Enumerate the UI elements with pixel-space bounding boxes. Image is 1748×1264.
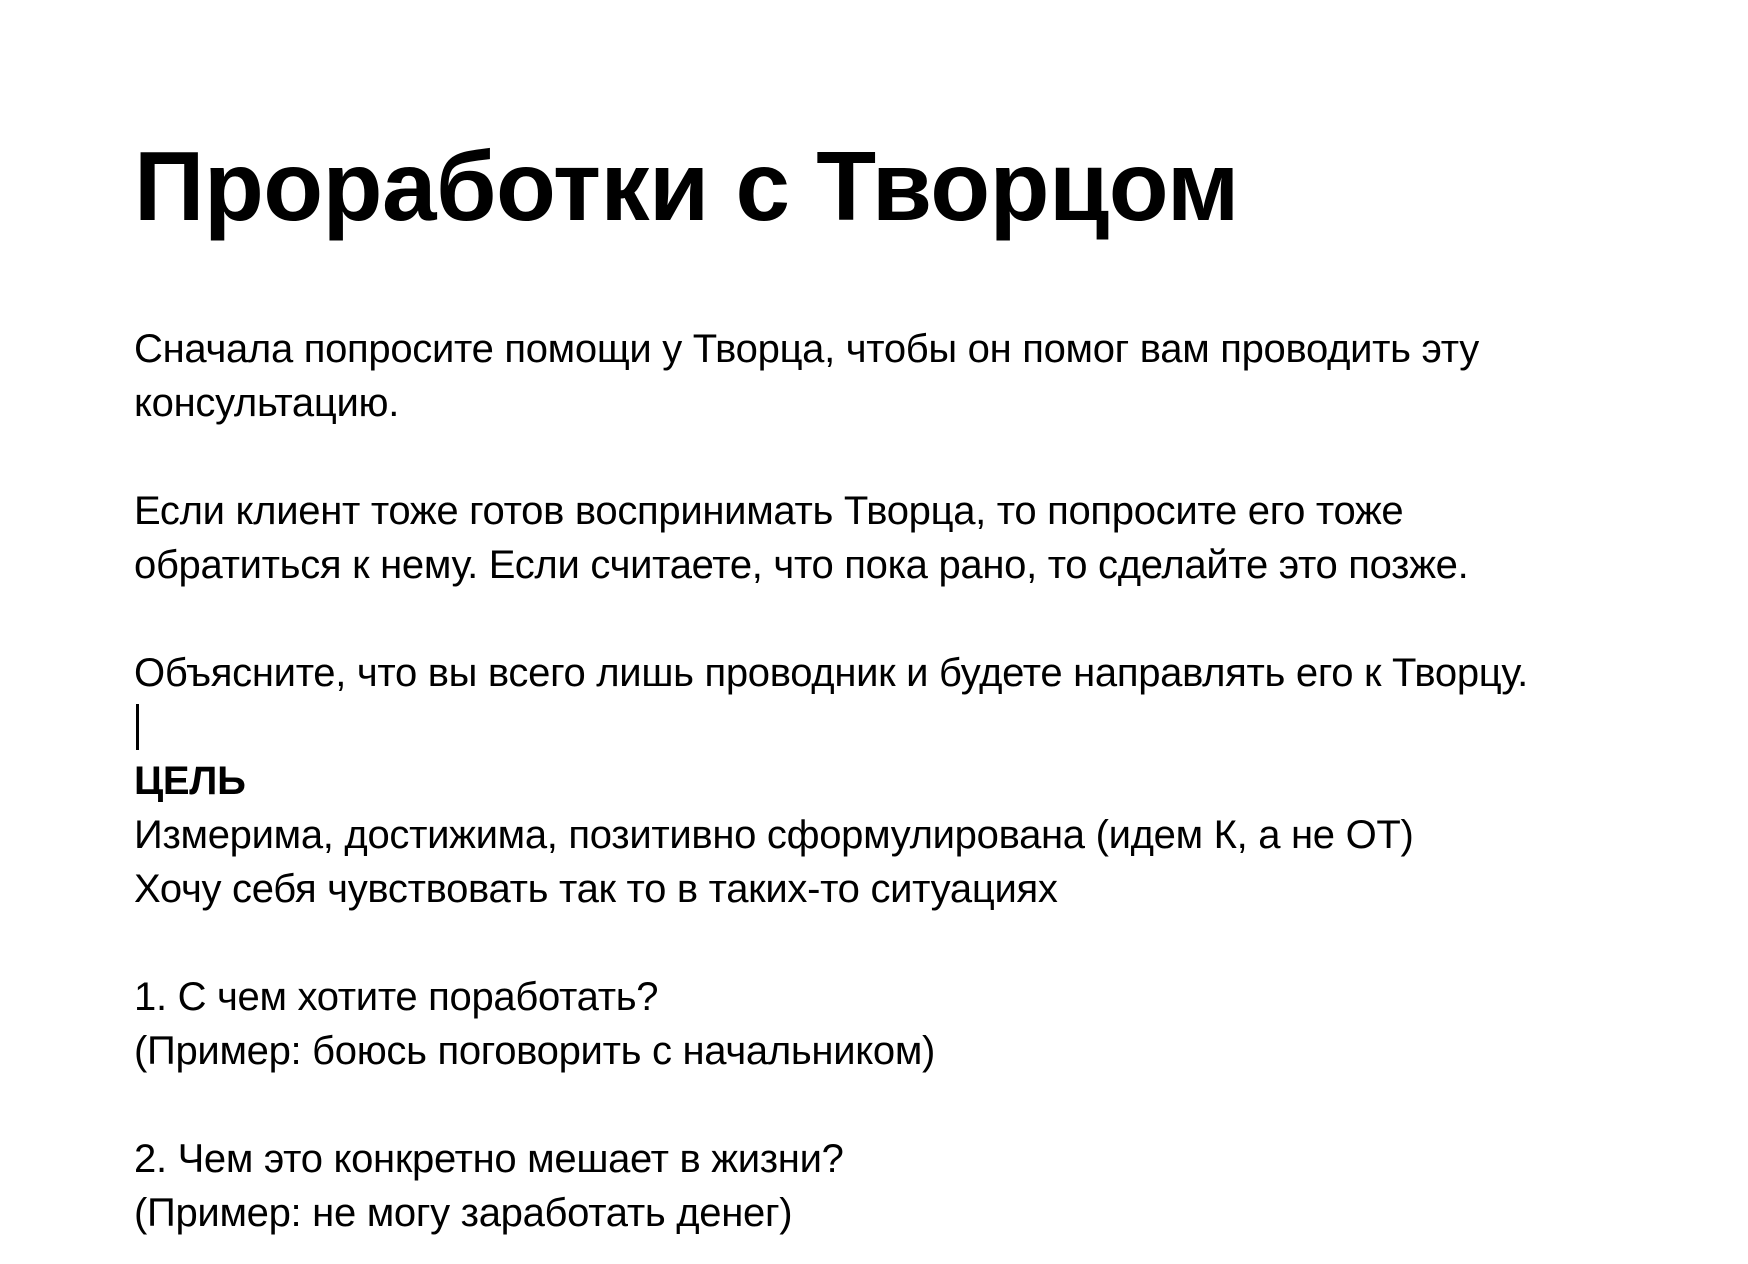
paragraph-spacer [134,916,1724,970]
question-text: 1. С чем хотите поработать? [134,975,659,1019]
question-2 [134,1132,1724,1240]
question-example: (Пример: боюсь поговорить с начальником) [134,1029,936,1073]
paragraph-spacer [134,592,1724,646]
goal-section [134,754,1724,916]
goal-line: Измерима, достижима, позитивно сформулирована (идем К, а не ОТ) [134,813,1414,857]
text-cursor-line[interactable] [134,700,1724,754]
intro-paragraph-3 [134,646,1724,700]
intro-paragraph-1 [134,322,1724,430]
question-example: (Пример: не могу заработать денег) [134,1191,793,1235]
paragraph-spacer [134,1078,1724,1132]
text-line: Объясните, что вы всего лишь проводник и будете направлять его к Творцу. [134,651,1528,695]
text-line: обратиться к нему. Если считаете, что пока рано, то сделайте это позже. [134,543,1469,587]
text-cursor [136,704,139,750]
text-line: консультацию. [134,381,400,425]
question-text: 2. Чем это конкретно мешает в жизни? [134,1137,844,1181]
question-1 [134,970,1724,1078]
goal-label: ЦЕЛЬ [134,759,246,803]
goal-line: Хочу себя чувствовать так то в таких-то ситуациях [134,867,1058,911]
text-line: Сначала попросите помощи у Творца, чтобы он помог вам проводить эту [134,327,1479,371]
paragraph-spacer [134,430,1724,484]
page-title: Проработки с Творцом [134,131,1239,241]
intro-paragraph-2 [134,484,1724,592]
document-body[interactable] [134,128,1724,1240]
text-line: Если клиент тоже готов воспринимать Творца, то попросите его тоже [134,489,1404,533]
